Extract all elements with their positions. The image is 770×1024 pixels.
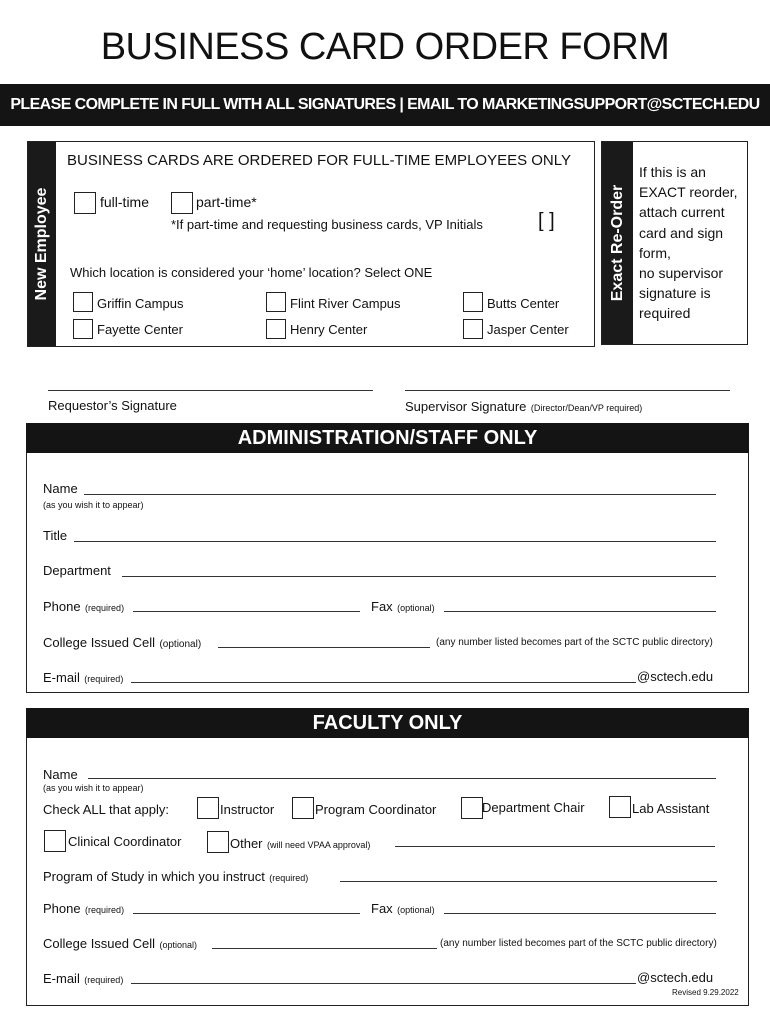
faculty-fax-field[interactable] bbox=[444, 913, 716, 914]
check-all-label: Check ALL that apply: bbox=[43, 802, 169, 817]
location-label: Flint River Campus bbox=[290, 296, 401, 311]
faculty-cell-label: College Issued Cell (optional) bbox=[43, 936, 197, 951]
vp-initials-box[interactable]: [ ] bbox=[538, 210, 555, 232]
admin-name-field[interactable] bbox=[84, 494, 716, 495]
admin-email-domain: @sctech.edu bbox=[637, 669, 714, 684]
new-employee-tab: New Employee bbox=[28, 142, 56, 346]
flint-river-campus-checkbox[interactable] bbox=[266, 292, 286, 312]
fayette-center-checkbox[interactable] bbox=[73, 319, 93, 339]
faculty-phone-label: Phone (required) bbox=[43, 901, 125, 916]
admin-department-field[interactable] bbox=[122, 576, 716, 577]
supervisor-signature-label: Supervisor Signature (Director/Dean/VP required) bbox=[405, 399, 643, 414]
location-label: Jasper Center bbox=[487, 322, 569, 337]
admin-fax-label: Fax (optional) bbox=[371, 599, 435, 614]
faculty-phone-field[interactable] bbox=[133, 913, 360, 914]
faculty-fax-label: Fax (optional) bbox=[371, 901, 435, 916]
role-label: Instructor bbox=[220, 802, 275, 817]
part-time-checkbox[interactable] bbox=[171, 192, 193, 214]
role-label: Clinical Coordinator bbox=[68, 834, 182, 849]
part-time-label: part-time* bbox=[196, 194, 257, 210]
griffin-campus-checkbox[interactable] bbox=[73, 292, 93, 312]
admin-name-label: Name bbox=[43, 481, 78, 496]
role-label: Department Chair bbox=[482, 800, 585, 815]
butts-center-checkbox[interactable] bbox=[463, 292, 483, 312]
admin-department-label: Department bbox=[43, 563, 111, 578]
lab-assistant-checkbox[interactable] bbox=[609, 796, 631, 818]
employment-heading: BUSINESS CARDS ARE ORDERED FOR FULL-TIME EMPLOYEES ONLY bbox=[67, 152, 571, 169]
faculty-directory-note: (any number listed becomes part of the SCTC public directory) bbox=[440, 938, 717, 949]
other-checkbox[interactable] bbox=[207, 831, 229, 853]
admin-cell-field[interactable] bbox=[218, 647, 430, 648]
faculty-email-field[interactable] bbox=[131, 983, 636, 984]
faculty-name-label: Name bbox=[43, 767, 78, 782]
other-label: Other (will need VPAA approval) bbox=[230, 836, 371, 851]
jasper-center-checkbox[interactable] bbox=[463, 319, 483, 339]
location-question: Which location is considered your ‘home’ location? Select ONE bbox=[70, 265, 433, 280]
program-coordinator-checkbox[interactable] bbox=[292, 797, 314, 819]
department-chair-checkbox[interactable] bbox=[461, 797, 483, 819]
faculty-email-domain: @sctech.edu bbox=[637, 970, 714, 985]
program-label: Program of Study in which you instruct (required) bbox=[43, 869, 309, 884]
admin-cell-label: College Issued Cell (optional) bbox=[43, 635, 202, 650]
program-field[interactable] bbox=[340, 881, 717, 882]
requestor-signature-line[interactable] bbox=[48, 390, 373, 391]
clinical-coordinator-checkbox[interactable] bbox=[44, 830, 66, 852]
page-title: BUSINESS CARD ORDER FORM bbox=[100, 26, 670, 68]
faculty-email-label: E-mail (required) bbox=[43, 971, 124, 986]
location-label: Fayette Center bbox=[97, 322, 183, 337]
full-time-label: full-time bbox=[100, 194, 150, 210]
faculty-cell-field[interactable] bbox=[212, 948, 437, 949]
instructor-checkbox[interactable] bbox=[197, 797, 219, 819]
supervisor-signature-line[interactable] bbox=[405, 390, 730, 391]
role-label: Lab Assistant bbox=[632, 801, 710, 816]
admin-heading: ADMINISTRATION/STAFF ONLY bbox=[26, 423, 749, 453]
admin-directory-note: (any number listed becomes part of the SCTC public directory) bbox=[436, 637, 713, 648]
faculty-name-field[interactable] bbox=[88, 778, 716, 779]
henry-center-checkbox[interactable] bbox=[266, 319, 286, 339]
reorder-instructions: If this is an EXACT reorder, attach current card and sign form, no supervisor signature is required bbox=[639, 164, 738, 322]
instructions-banner: PLEASE COMPLETE IN FULL WITH ALL SIGNATURES | EMAIL TO MARKETINGSUPPORT@SCTECH.EDU bbox=[0, 84, 770, 126]
admin-title-field[interactable] bbox=[74, 541, 716, 542]
new-employee-section bbox=[27, 141, 595, 347]
other-field[interactable] bbox=[395, 846, 715, 847]
part-time-note: *If part-time and requesting business cards, VP Initials bbox=[171, 217, 483, 232]
location-label: Henry Center bbox=[290, 322, 368, 337]
faculty-heading: FACULTY ONLY bbox=[26, 708, 749, 738]
faculty-section bbox=[26, 708, 749, 1006]
requestor-signature-label: Requestor’s Signature bbox=[48, 398, 177, 413]
admin-email-label: E-mail (required) bbox=[43, 670, 124, 685]
admin-section bbox=[26, 423, 749, 693]
admin-name-note: (as you wish it to appear) bbox=[43, 500, 144, 510]
revision-date: Revised 9.29.2022 bbox=[672, 988, 739, 997]
admin-email-field[interactable] bbox=[131, 682, 636, 683]
admin-phone-field[interactable] bbox=[133, 611, 360, 612]
role-label: Program Coordinator bbox=[315, 802, 437, 817]
admin-title-label: Title bbox=[43, 528, 68, 543]
location-label: Butts Center bbox=[487, 296, 560, 311]
faculty-name-note: (as you wish it to appear) bbox=[43, 783, 144, 793]
full-time-checkbox[interactable] bbox=[74, 192, 96, 214]
admin-fax-field[interactable] bbox=[444, 611, 716, 612]
location-label: Griffin Campus bbox=[97, 296, 184, 311]
reorder-tab: Exact Re-Order bbox=[602, 142, 633, 344]
admin-phone-label: Phone (required) bbox=[43, 599, 125, 614]
